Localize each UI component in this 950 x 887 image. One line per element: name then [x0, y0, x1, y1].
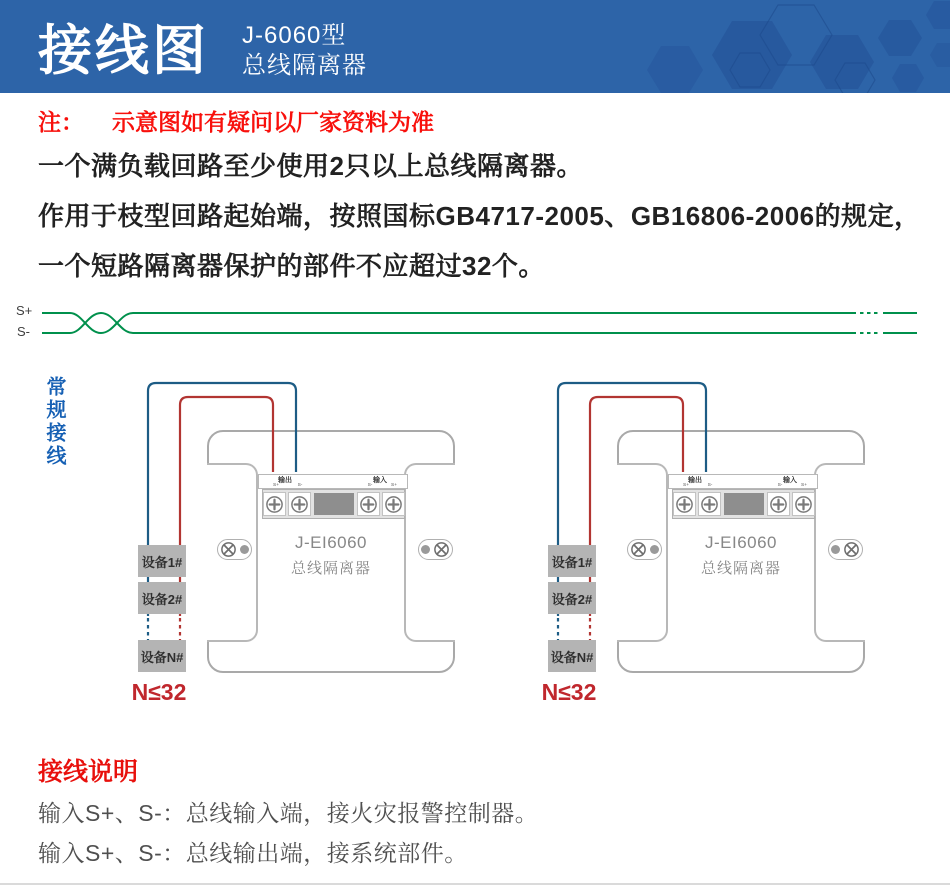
device-model: J-EI6060 [294, 533, 368, 552]
device-box-n: 设备N# [548, 640, 596, 672]
bus-wire-end [883, 313, 917, 333]
section-label: 常规接线 [43, 376, 65, 468]
pin-label-4: S+ [390, 482, 397, 488]
input-label: 输入 [783, 477, 797, 484]
intro-line-2: 作用于枝型回路起始端，按照国标GB4717-2005、GB16806-2006的规定， [38, 201, 921, 231]
terminal-label-band [258, 474, 408, 489]
header-subtitle [242, 21, 367, 81]
terminal-row [262, 489, 405, 519]
device-box-1: 设备1# [138, 545, 186, 577]
device-label [619, 533, 863, 578]
terminal-label-band [668, 474, 818, 489]
wiring-diagram [0, 290, 950, 710]
footer-line-1: 输入S+、S-：总线输入端，接火灾报警控制器。 [38, 800, 539, 826]
device-box-1: 设备1# [548, 545, 596, 577]
device-box-n: 设备N# [138, 640, 186, 672]
screw-terminal-icon [792, 492, 815, 516]
header-banner [0, 0, 950, 93]
bottom-divider [0, 883, 950, 885]
decor-cubes-icon [630, 0, 950, 93]
device-limit-label: N≤32 [541, 679, 597, 705]
bus-s-minus-label: S- [17, 324, 30, 339]
component-block [724, 493, 764, 515]
isolator-device-1 [207, 430, 455, 673]
output-label: 输出 [688, 477, 702, 484]
screw-terminal-icon [767, 492, 790, 516]
device-model: J-EI6060 [704, 533, 778, 552]
device-name: 总线隔离器 [700, 560, 781, 577]
bus-wire-break [860, 313, 880, 333]
page-title: 接线图 [38, 21, 209, 81]
product-name: 总线隔离器 [242, 52, 367, 79]
footer-line-2: 输入S+、S-：总线输出端，接系统部件。 [38, 840, 468, 866]
intro-line-3: 一个短路隔离器保护的部件不应超过32个。 [38, 251, 545, 281]
bus-s-plus-label: S+ [16, 303, 33, 318]
pin-label-2: S- [707, 482, 713, 488]
bus-wire-s-minus [42, 313, 856, 333]
component-block [314, 493, 354, 515]
output-label: 输出 [278, 477, 292, 484]
device-name: 总线隔离器 [290, 560, 371, 577]
input-label: 输入 [373, 477, 387, 484]
screw-terminal-icon [698, 492, 721, 516]
footer-heading: 接线说明 [38, 758, 139, 786]
note-label: 注： [38, 109, 84, 135]
isolator-device-2 [617, 430, 865, 673]
screw-terminal-icon [382, 492, 405, 516]
pin-label-3: S- [367, 482, 373, 488]
pin-label-3: S- [777, 482, 783, 488]
bus-wire-s-plus [42, 313, 856, 333]
screw-terminal-icon [288, 492, 311, 516]
device-box-2: 设备2# [548, 582, 596, 614]
product-model: J-6060型 [242, 22, 347, 49]
pin-label-1: S+ [272, 482, 279, 488]
intro-line-1: 一个满负载回路至少使用2只以上总线隔离器。 [38, 151, 583, 181]
screw-terminal-icon [357, 492, 380, 516]
note-text: 示意图如有疑问以厂家资料为准 [112, 109, 434, 135]
screw-terminal-icon [263, 492, 286, 516]
device-label [209, 533, 453, 578]
pin-label-1: S+ [682, 482, 689, 488]
device-limit-label: N≤32 [131, 679, 187, 705]
pin-label-4: S+ [800, 482, 807, 488]
note-line [38, 104, 434, 137]
screw-terminal-icon [673, 492, 696, 516]
device-box-2: 设备2# [138, 582, 186, 614]
pin-label-2: S- [297, 482, 303, 488]
terminal-row [672, 489, 815, 519]
